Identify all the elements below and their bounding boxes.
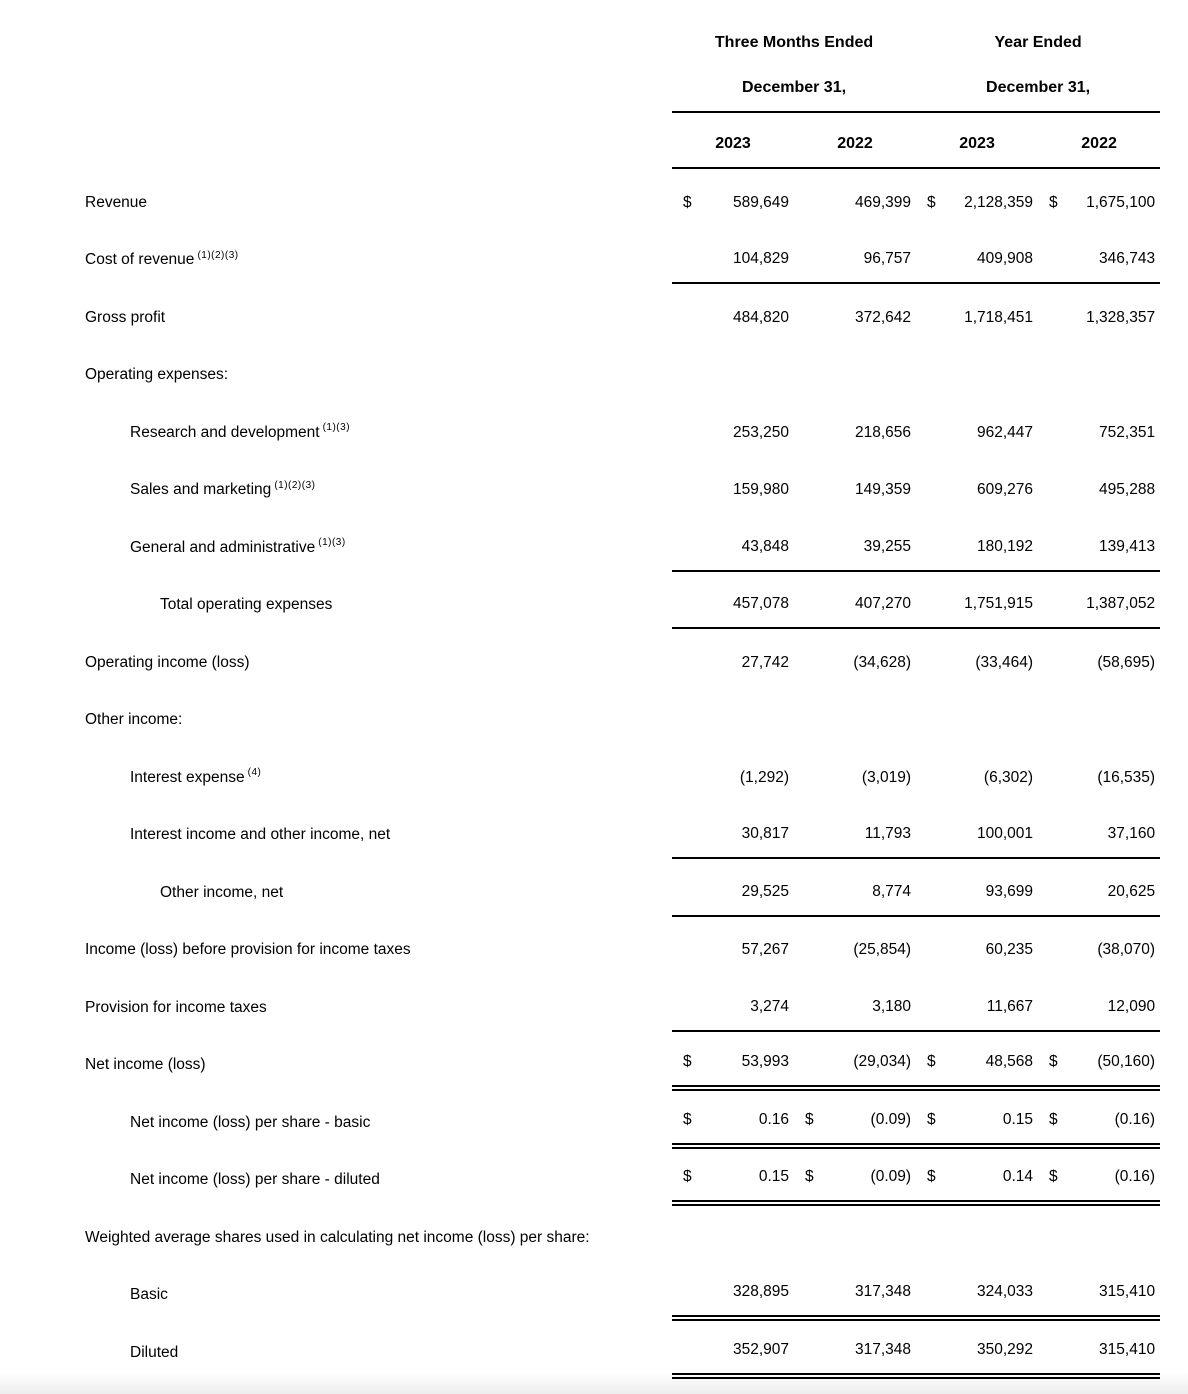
period-group-header: Three Months Ended (714, 34, 874, 51)
currency-cell (916, 858, 942, 916)
currency-cell (672, 858, 698, 916)
currency-cell: $ (1049, 193, 1058, 211)
currency-cell (1038, 858, 1064, 916)
value-cell (942, 686, 1038, 744)
currency-cell (672, 743, 698, 801)
currency-cell: $ (1038, 1146, 1064, 1204)
value-cell (1064, 686, 1160, 744)
value-cell: 96,757 (820, 226, 916, 284)
table-row (85, 858, 1160, 916)
row-label: Net income (loss) per share - basic (130, 1113, 371, 1131)
currency-cell (1038, 398, 1064, 456)
value-cell: 43,848 (698, 513, 794, 571)
value-cell (942, 341, 1038, 399)
row-label: Total operating expenses (160, 596, 333, 613)
currency-cell (672, 1203, 698, 1261)
currency-cell (794, 858, 820, 916)
value-cell: 0.14 (942, 1146, 1038, 1204)
value-cell: (0.16) (1064, 1146, 1160, 1204)
value-cell: 328,895 (698, 1261, 794, 1319)
currency-cell (794, 973, 820, 1031)
currency-cell (916, 1261, 942, 1319)
currency-cell (672, 226, 698, 284)
table-row (85, 168, 1160, 226)
value-cell: (50,160) (1064, 1031, 1160, 1089)
currency-cell (672, 628, 698, 686)
value-cell: 11,793 (820, 801, 916, 859)
value-cell: 57,267 (741, 941, 789, 958)
table-row (85, 743, 1160, 801)
value-cell (1064, 341, 1160, 399)
currency-cell (1038, 973, 1064, 1031)
currency-cell (916, 1203, 942, 1261)
value-cell: 315,410 (1064, 1261, 1160, 1319)
value-cell: 409,908 (942, 226, 1038, 284)
value-cell: 352,907 (698, 1318, 794, 1376)
row-label: General and administrative $^{(1)(3)}$ (130, 537, 346, 556)
currency-cell (1038, 743, 1064, 801)
row-label: Provision for income taxes (85, 998, 267, 1016)
value-cell (1064, 1203, 1160, 1261)
value-cell: (58,695) (1097, 653, 1156, 671)
currency-cell (672, 398, 698, 456)
currency-cell: $ (1038, 1088, 1064, 1146)
value-cell: 315,410 (1064, 1318, 1160, 1376)
currency-cell (916, 513, 942, 571)
currency-cell (916, 801, 942, 859)
income-statement-table (85, 18, 1160, 1379)
footnote-superscript: (1)(3) (322, 422, 351, 434)
currency-cell (1038, 341, 1064, 399)
currency-cell: $ (672, 1088, 698, 1146)
currency-cell (794, 571, 820, 629)
currency-cell: $ (683, 193, 692, 211)
header-row-periods (85, 18, 1160, 66)
value-cell: 0.15 (942, 1088, 1038, 1146)
currency-cell: $ (794, 1146, 820, 1204)
table-row (85, 1203, 1160, 1261)
currency-cell: $ (927, 193, 936, 211)
period-group-header: Year Ended (994, 34, 1082, 51)
currency-cell (916, 456, 942, 514)
value-cell: 30,817 (698, 801, 794, 859)
currency-cell (672, 916, 698, 974)
value-cell: 1,675,100 (1086, 193, 1156, 211)
year-column-header: 2022 (794, 112, 916, 168)
value-cell: (0.09) (820, 1146, 916, 1204)
value-cell: 346,743 (1064, 226, 1160, 284)
currency-cell (794, 1318, 820, 1376)
value-cell: 484,820 (732, 308, 789, 326)
currency-cell (794, 743, 820, 801)
currency-cell (794, 1261, 820, 1319)
value-cell: (29,034) (820, 1031, 916, 1089)
currency-cell (916, 341, 942, 399)
currency-cell (672, 571, 698, 629)
footnote-superscript: (1)(2)(3) (197, 249, 239, 261)
currency-cell (916, 571, 942, 629)
row-label: Revenue (85, 193, 148, 211)
table-row (85, 1318, 1160, 1376)
currency-cell (794, 916, 820, 974)
value-cell (698, 686, 794, 744)
date-subheader: December 31, (672, 66, 916, 112)
currency-cell (916, 916, 942, 974)
currency-cell (916, 398, 942, 456)
value-cell: 3,180 (820, 973, 916, 1031)
currency-cell (916, 743, 942, 801)
table-row (85, 456, 1160, 514)
value-cell (820, 1203, 916, 1261)
table-row (85, 398, 1160, 456)
row-label: Other income: (85, 711, 183, 728)
row-label: Weighted average shares used in calculating net income (loss) per share: (85, 1228, 590, 1246)
table-row (85, 628, 1160, 686)
value-cell: 93,699 (942, 858, 1038, 916)
value-cell: (34,628) (853, 653, 912, 671)
currency-cell (672, 283, 698, 341)
value-cell: 1,387,052 (1064, 571, 1160, 629)
row-label: Sales and marketing $^{(1)(2)(3)}$ (130, 479, 316, 498)
currency-cell (794, 398, 820, 456)
table-row (85, 283, 1160, 341)
row-label: Basic (130, 1286, 168, 1303)
currency-cell (1038, 1318, 1064, 1376)
currency-cell (1038, 456, 1064, 514)
value-cell: 11,667 (942, 973, 1038, 1031)
currency-cell (916, 628, 942, 686)
header-spacer (85, 66, 672, 112)
currency-cell: $ (916, 1088, 942, 1146)
value-cell: 0.16 (698, 1088, 794, 1146)
row-label: Cost of revenue $^{(1)(2)(3)}$ (85, 249, 239, 268)
row-label: Net income (loss) per share - diluted (130, 1171, 380, 1188)
currency-cell (1038, 628, 1064, 686)
value-cell: 60,235 (985, 941, 1034, 958)
currency-cell (672, 686, 698, 744)
currency-cell (794, 341, 820, 399)
currency-cell (794, 1031, 820, 1089)
value-cell: 1,751,915 (942, 571, 1038, 629)
row-label: Interest income and other income, net (130, 826, 391, 843)
value-cell: (6,302) (983, 768, 1034, 786)
value-cell: 37,160 (1064, 801, 1160, 859)
currency-cell (672, 973, 698, 1031)
header-row-years (85, 112, 1160, 168)
year-column-header: 2022 (1038, 112, 1160, 168)
value-cell: 457,078 (698, 571, 794, 629)
table-row (85, 1146, 1160, 1204)
currency-cell (1038, 283, 1064, 341)
row-label: Research and development $^{(1)(3)}$ (130, 422, 351, 441)
currency-cell (672, 513, 698, 571)
currency-cell (794, 686, 820, 744)
currency-cell (794, 168, 820, 226)
value-cell: 609,276 (977, 481, 1034, 498)
value-cell: (25,854) (853, 941, 912, 958)
value-cell: (1,292) (739, 768, 789, 786)
currency-cell (1038, 571, 1064, 629)
table-row (85, 973, 1160, 1031)
table-row (85, 513, 1160, 571)
currency-cell (1038, 916, 1064, 974)
value-cell: 53,993 (698, 1031, 794, 1089)
value-cell: 1,718,451 (964, 308, 1034, 326)
table-row (85, 1031, 1160, 1089)
value-cell: 962,447 (977, 423, 1034, 441)
currency-cell: $ (1038, 1031, 1064, 1089)
table-row (85, 686, 1160, 744)
value-cell: (0.16) (1064, 1088, 1160, 1146)
footnote-superscript: (1)(3) (318, 537, 346, 549)
currency-cell: $ (672, 1146, 698, 1204)
value-cell: 139,413 (1064, 513, 1160, 571)
value-cell (698, 1203, 794, 1261)
currency-cell: $ (916, 1031, 942, 1089)
header-row-dates (85, 66, 1160, 112)
table-row (85, 916, 1160, 974)
value-cell: 253,250 (732, 423, 789, 441)
currency-cell (794, 283, 820, 341)
date-subheader: December 31, (916, 66, 1160, 112)
value-cell: 48,568 (942, 1031, 1038, 1089)
value-cell: 752,351 (1099, 423, 1156, 441)
value-cell: 324,033 (942, 1261, 1038, 1319)
value-cell: 317,348 (820, 1318, 916, 1376)
table-row (85, 801, 1160, 859)
footnote-superscript: (4) (247, 767, 262, 779)
row-label: Income (loss) before provision for income taxes (85, 941, 411, 958)
currency-cell (672, 456, 698, 514)
currency-cell (916, 226, 942, 284)
value-cell: 372,642 (855, 308, 912, 326)
row-label: Diluted (130, 1343, 179, 1361)
year-column-header: 2023 (672, 112, 794, 168)
currency-cell (794, 456, 820, 514)
value-cell: 317,348 (820, 1261, 916, 1319)
currency-cell: $ (672, 1031, 698, 1089)
header-spacer (85, 18, 672, 66)
currency-cell (672, 801, 698, 859)
currency-cell (794, 1203, 820, 1261)
row-label: Net income (loss) (85, 1056, 206, 1073)
value-cell: (33,464) (975, 653, 1034, 671)
table-row (85, 1261, 1160, 1319)
value-cell: (38,070) (1097, 941, 1156, 958)
value-cell: 589,649 (732, 193, 789, 211)
currency-cell (1038, 801, 1064, 859)
table-row (85, 341, 1160, 399)
value-cell: (3,019) (861, 768, 912, 786)
currency-cell (916, 283, 942, 341)
value-cell (820, 341, 916, 399)
value-cell: 2,128,359 (964, 193, 1034, 211)
value-cell: 12,090 (1064, 973, 1160, 1031)
currency-cell: $ (794, 1088, 820, 1146)
value-cell: 3,274 (698, 973, 794, 1031)
table-row (85, 571, 1160, 629)
row-label: Gross profit (85, 308, 166, 326)
value-cell: 39,255 (820, 513, 916, 571)
value-cell: 350,292 (942, 1318, 1038, 1376)
row-label: Other income, net (160, 883, 284, 901)
currency-cell (1038, 513, 1064, 571)
value-cell: (16,535) (1097, 768, 1156, 786)
currency-cell (794, 628, 820, 686)
row-label: Interest expense $^{(4)}$ (130, 767, 262, 786)
footnote-superscript: (1)(2)(3) (274, 479, 316, 491)
currency-cell: $ (916, 1146, 942, 1204)
value-cell: 104,829 (698, 226, 794, 284)
value-cell: 100,001 (942, 801, 1038, 859)
currency-cell (672, 341, 698, 399)
value-cell: 1,328,357 (1086, 308, 1156, 326)
value-cell: 407,270 (820, 571, 916, 629)
table-row (85, 1088, 1160, 1146)
currency-cell (1038, 686, 1064, 744)
value-cell: 8,774 (820, 858, 916, 916)
table-row (85, 226, 1160, 284)
value-cell: 159,980 (732, 481, 789, 498)
value-cell (698, 341, 794, 399)
currency-cell (1038, 1203, 1064, 1261)
year-column-header: 2023 (916, 112, 1038, 168)
value-cell: 0.15 (698, 1146, 794, 1204)
value-cell: 149,359 (855, 481, 912, 498)
value-cell: 218,656 (855, 423, 912, 441)
value-cell: (0.09) (820, 1088, 916, 1146)
currency-cell (916, 686, 942, 744)
currency-cell (916, 973, 942, 1031)
currency-cell (1038, 226, 1064, 284)
currency-cell (794, 801, 820, 859)
value-cell: 469,399 (855, 193, 912, 211)
currency-cell (1038, 1261, 1064, 1319)
row-label: Operating income (loss) (85, 653, 250, 671)
currency-cell (672, 1261, 698, 1319)
currency-cell (672, 1318, 698, 1376)
value-cell: 27,742 (741, 653, 789, 671)
value-cell (942, 1203, 1038, 1261)
value-cell: 29,525 (698, 858, 794, 916)
header-spacer (85, 112, 672, 168)
value-cell: 495,288 (1099, 481, 1156, 498)
value-cell: 180,192 (942, 513, 1038, 571)
currency-cell (916, 1318, 942, 1376)
value-cell: 20,625 (1064, 858, 1160, 916)
currency-cell (794, 513, 820, 571)
value-cell (820, 686, 916, 744)
row-label: Operating expenses: (85, 366, 229, 383)
currency-cell (794, 226, 820, 284)
